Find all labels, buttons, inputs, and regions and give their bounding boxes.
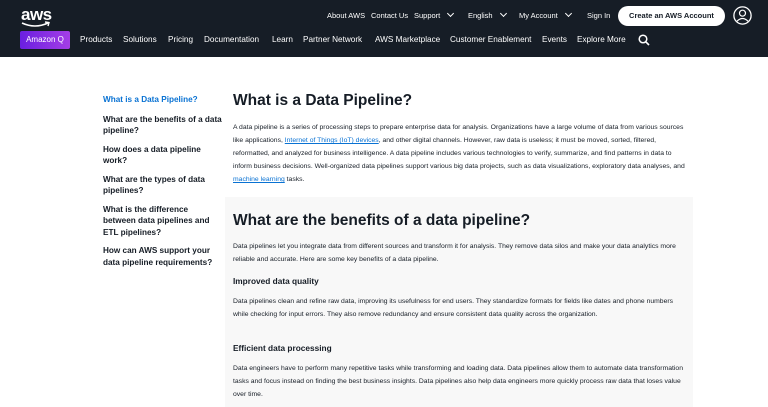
efficient-processing-text: Data engineers have to perform many repetitive tasks while transforming and loading data. Data pipelines allow them to automate data transformation tasks and focus instead on finding the best business insights. Data pipelines also help data engineers more quickly process raw data that loses value over time.	[233, 365, 683, 398]
sidebar-item-aws-support[interactable]: How can AWS support your data pipeline requirements?	[103, 246, 213, 267]
profile-icon[interactable]	[733, 6, 752, 25]
my-account-menu[interactable]	[519, 8, 571, 24]
intro-text-1: A data pipeline is a series of processing steps to prepare enterprise data for analysis. Organizations have a large volume of data from various sources like applications,	[233, 124, 684, 145]
chevron-down-icon	[500, 10, 507, 17]
sidebar-item-what-is-data-pipeline[interactable]: What is a Data Pipeline?	[103, 95, 198, 104]
create-account-button[interactable]: Create an AWS Account	[618, 6, 725, 26]
nav-aws-marketplace[interactable]: AWS Marketplace	[375, 35, 441, 44]
about-aws-link[interactable]: About AWS	[327, 11, 366, 20]
efficient-processing-heading: Efficient data processing	[233, 343, 332, 353]
nav-pricing[interactable]: Pricing	[168, 35, 194, 44]
aws-logo[interactable]	[21, 6, 55, 28]
search-icon[interactable]	[638, 34, 650, 46]
main-nav	[0, 31, 768, 51]
nav-partner-network[interactable]: Partner Network	[303, 35, 363, 44]
improved-quality-text: Data pipelines clean and refine raw data, improving its usefulness for end users. They standardize formats for fields like dates and phone numbers while checking for input errors. They also remove redundancy and ensure consistent data quality across the organization.	[233, 298, 674, 318]
sidebar-item-types[interactable]: What are the types of data pipelines?	[103, 174, 205, 195]
sidebar-item-how-it-works[interactable]: How does a data pipeline work?	[103, 144, 201, 165]
language-menu[interactable]	[468, 8, 506, 24]
intro-paragraph	[233, 121, 688, 186]
top-navigation	[0, 0, 768, 57]
support-menu[interactable]	[414, 8, 453, 24]
page-sidebar	[103, 94, 223, 275]
amazon-q-button[interactable]: Amazon Q	[20, 31, 70, 49]
nav-events[interactable]: Events	[542, 35, 568, 44]
nav-learn[interactable]: Learn	[272, 35, 293, 44]
language-label: English	[468, 11, 493, 20]
sidebar-item-difference-etl[interactable]: What is the difference between data pipelines and ETL pipelines?	[103, 204, 210, 237]
support-label: Support	[414, 11, 441, 20]
nav-customer-enablement[interactable]: Customer Enablement	[450, 35, 532, 44]
improved-quality-heading: Improved data quality	[233, 276, 319, 286]
nav-explore-more[interactable]: Explore More	[577, 35, 626, 44]
contact-us-link[interactable]: Contact Us	[371, 11, 409, 20]
aws-logo-text: aws	[21, 5, 52, 24]
benefits-heading: What are the benefits of a data pipeline?	[233, 212, 531, 229]
page-title: What is a Data Pipeline?	[233, 92, 413, 109]
chevron-down-icon	[447, 10, 454, 17]
intro-text-3: tasks.	[284, 176, 305, 184]
machine-learning-link[interactable]: machine learning	[233, 176, 285, 184]
sidebar-item-benefits[interactable]: What are the benefits of a data pipeline?	[103, 114, 222, 135]
my-account-label: My Account	[519, 11, 558, 20]
intro-text-2: , and other digital channels. However, raw data is useless; it must be moved, sorted, filtered, reformatted, and analyzed for business intelligence. A data pipeline includes various technologies to verify, summarize, and find patterns in data to inform business decisions. Well-organized data pipelines support various big data projects, such as data visualizations, exploratory data analyses, and	[233, 137, 685, 171]
sign-in-link[interactable]: Sign In	[587, 11, 611, 20]
nav-documentation[interactable]: Documentation	[204, 35, 260, 44]
benefits-intro: Data pipelines let you integrate data from different sources and transform it for analysis. They remove data silos and make your data analytics more reliable and accurate. Here are some key benefits of a data pipeline.	[233, 243, 676, 263]
iot-devices-link[interactable]: Internet of Things (IoT) devices	[284, 137, 379, 145]
nav-products[interactable]: Products	[80, 35, 113, 44]
chevron-down-icon	[565, 10, 572, 17]
nav-solutions[interactable]: Solutions	[123, 35, 157, 44]
aws-smile-icon	[21, 21, 53, 28]
